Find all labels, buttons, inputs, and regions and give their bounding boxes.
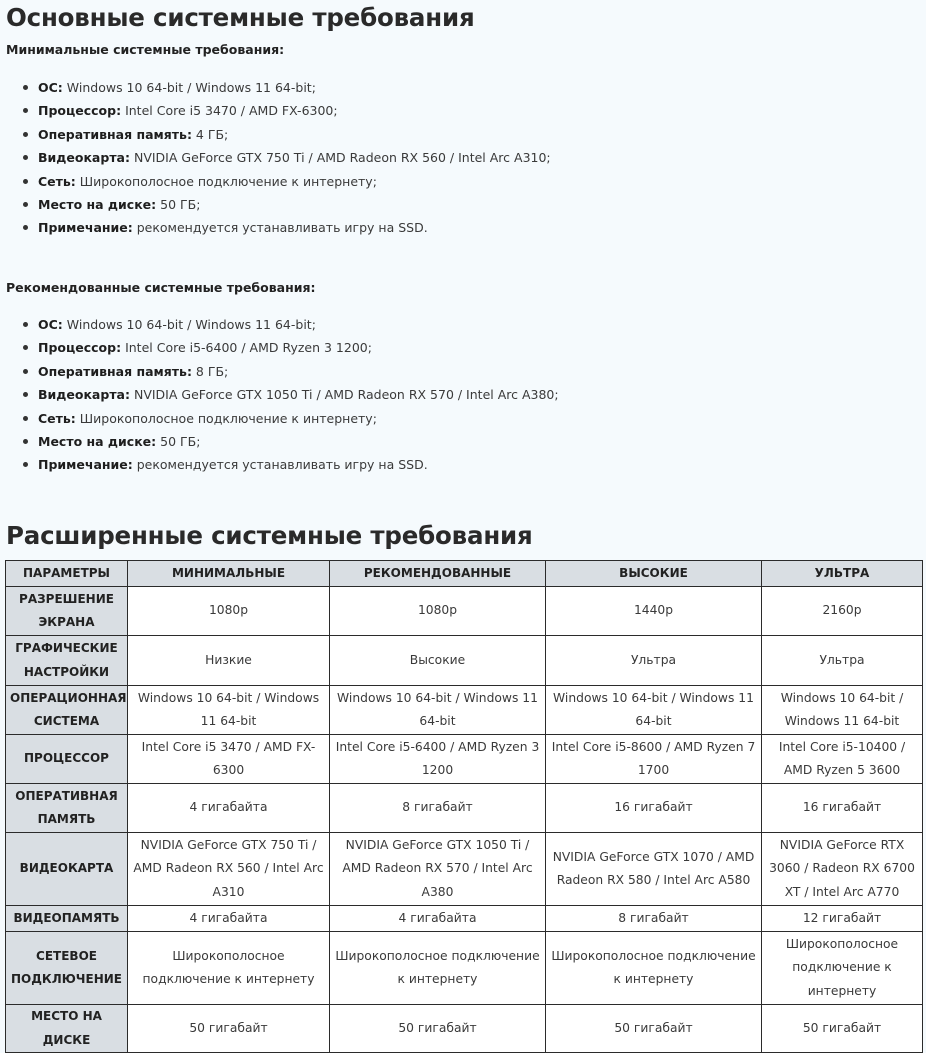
row-header: СЕТЕВОЕ ПОДКЛЮЧЕНИЕ: [6, 932, 128, 1005]
table-row: [6, 784, 923, 833]
list-item: Примечание: рекомендуется устанавливать игру на SSD.: [20, 216, 551, 239]
list-item: ОС: Windows 10 64-bit / Windows 11 64-bit;: [20, 76, 551, 99]
table-cell: 4 гигабайта: [128, 906, 330, 932]
table-cell: Широкополосное подключение к интернету: [330, 932, 546, 1005]
table-cell: 12 гигабайт: [762, 906, 923, 932]
table-row: [6, 636, 923, 686]
list-item: Место на диске: 50 ГБ;: [20, 193, 551, 216]
basic-requirements-title: Основные системные требования: [6, 3, 475, 32]
list-item: Место на диске: 50 ГБ;: [20, 430, 559, 453]
row-header: ГРАФИЧЕСКИЕ НАСТРОЙКИ: [6, 636, 128, 686]
list-item: Сеть: Широкополосное подключение к интернету;: [20, 407, 559, 430]
table-cell: Windows 10 64-bit / Windows 11 64-bit: [330, 686, 546, 735]
column-header: ВЫСОКИЕ: [546, 561, 762, 587]
row-header: ОПЕРАЦИОННАЯ СИСТЕМА: [6, 686, 128, 735]
minimum-requirements-list: [20, 76, 551, 240]
table-cell: 8 гигабайт: [546, 906, 762, 932]
table-cell: Windows 10 64-bit / Windows 11 64-bit: [762, 686, 923, 735]
table-row: [6, 906, 923, 932]
row-header: ВИДЕОКАРТА: [6, 833, 128, 906]
list-item: Сеть: Широкополосное подключение к интернету;: [20, 170, 551, 193]
table-cell: NVIDIA GeForce GTX 1050 Ti / AMD Radeon RX 570 / Intel Arc A380: [330, 833, 546, 906]
table-cell: 1080p: [128, 587, 330, 636]
extended-requirements-title: Расширенные системные требования: [6, 521, 533, 550]
table-cell: 50 гигабайт: [546, 1005, 762, 1053]
list-item: Оперативная память: 8 ГБ;: [20, 360, 559, 383]
list-item: Примечание: рекомендуется устанавливать игру на SSD.: [20, 453, 559, 476]
column-header: ПАРАМЕТРЫ: [6, 561, 128, 587]
table-cell: 50 гигабайт: [330, 1005, 546, 1053]
table-cell: Intel Core i5 3470 / AMD FX-6300: [128, 735, 330, 784]
table-cell: 50 гигабайт: [762, 1005, 923, 1053]
row-header: ВИДЕОПАМЯТЬ: [6, 906, 128, 932]
table-cell: Windows 10 64-bit / Windows 11 64-bit: [546, 686, 762, 735]
table-cell: Широкополосное подключение к интернету: [762, 932, 923, 1005]
table-cell: 1440p: [546, 587, 762, 636]
row-header: РАЗРЕШЕНИЕ ЭКРАНА: [6, 587, 128, 636]
table-cell: Ультра: [762, 636, 923, 686]
table-cell: Низкие: [128, 636, 330, 686]
table-cell: NVIDIA GeForce GTX 1070 / AMD Radeon RX 580 / Intel Arc A580: [546, 833, 762, 906]
row-header: ПРОЦЕССОР: [6, 735, 128, 784]
table-cell: Ультра: [546, 636, 762, 686]
row-header: ОПЕРАТИВНАЯ ПАМЯТЬ: [6, 784, 128, 833]
table-cell: Windows 10 64-bit / Windows 11 64-bit: [128, 686, 330, 735]
row-header: МЕСТО НА ДИСКЕ: [6, 1005, 128, 1053]
column-header: УЛЬТРА: [762, 561, 923, 587]
minimum-requirements-heading: Минимальные системные требования:: [6, 42, 285, 57]
table-cell: 2160p: [762, 587, 923, 636]
table-cell: Intel Core i5-10400 / AMD Ryzen 5 3600: [762, 735, 923, 784]
table-cell: Широкополосное подключение к интернету: [546, 932, 762, 1005]
table-header-row: [6, 561, 923, 587]
column-header: РЕКОМЕНДОВАННЫЕ: [330, 561, 546, 587]
recommended-requirements-heading: Рекомендованные системные требования:: [6, 280, 316, 295]
table-cell: 16 гигабайт: [546, 784, 762, 833]
table-row: [6, 686, 923, 735]
table-cell: 16 гигабайт: [762, 784, 923, 833]
list-item: ОС: Windows 10 64-bit / Windows 11 64-bit;: [20, 313, 559, 336]
list-item: Видеокарта: NVIDIA GeForce GTX 1050 Ti / AMD Radeon RX 570 / Intel Arc A380;: [20, 383, 559, 406]
table-row: [6, 932, 923, 1005]
column-header: МИНИМАЛЬНЫЕ: [128, 561, 330, 587]
table-cell: Intel Core i5-6400 / AMD Ryzen 3 1200: [330, 735, 546, 784]
table-cell: 50 гигабайт: [128, 1005, 330, 1053]
table-cell: NVIDIA GeForce RTX 3060 / Radeon RX 6700 XT / Intel Arc A770: [762, 833, 923, 906]
table-cell: Высокие: [330, 636, 546, 686]
list-item: Видеокарта: NVIDIA GeForce GTX 750 Ti / AMD Radeon RX 560 / Intel Arc A310;: [20, 146, 551, 169]
table-cell: Широкополосное подключение к интернету: [128, 932, 330, 1005]
table-row: [6, 587, 923, 636]
table-cell: 4 гигабайта: [330, 906, 546, 932]
list-item: Процессор: Intel Core i5-6400 / AMD Ryzen 3 1200;: [20, 336, 559, 359]
list-item: Процессор: Intel Core i5 3470 / AMD FX-6300;: [20, 99, 551, 122]
table-cell: 8 гигабайт: [330, 784, 546, 833]
table-row: [6, 833, 923, 906]
table-cell: NVIDIA GeForce GTX 750 Ti / AMD Radeon RX 560 / Intel Arc A310: [128, 833, 330, 906]
table-cell: 1080p: [330, 587, 546, 636]
table-row: [6, 1005, 923, 1053]
list-item: Оперативная память: 4 ГБ;: [20, 123, 551, 146]
table-row: [6, 735, 923, 784]
table-cell: Intel Core i5-8600 / AMD Ryzen 7 1700: [546, 735, 762, 784]
table-cell: 4 гигабайта: [128, 784, 330, 833]
recommended-requirements-list: [20, 313, 559, 477]
extended-requirements-table: [5, 560, 923, 1053]
